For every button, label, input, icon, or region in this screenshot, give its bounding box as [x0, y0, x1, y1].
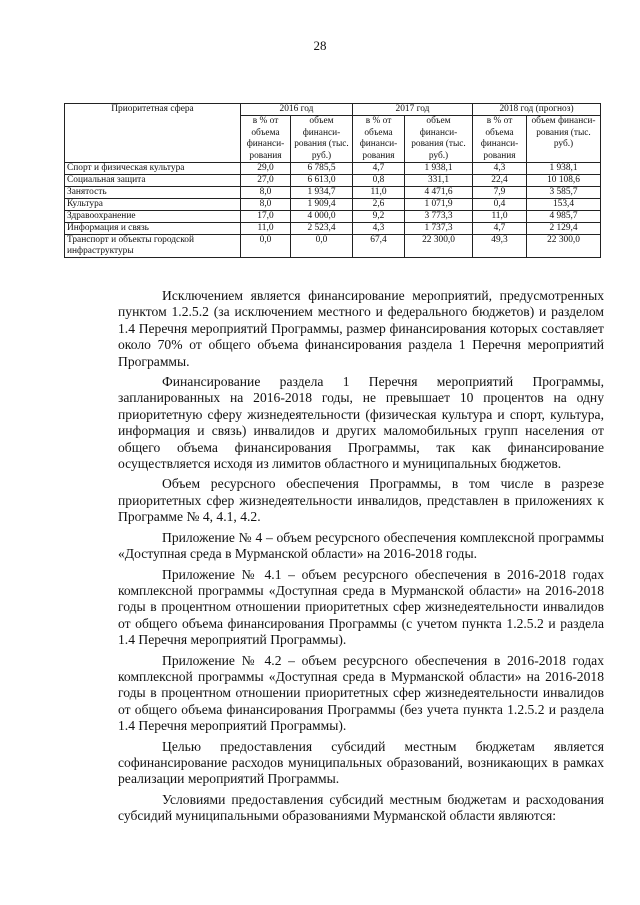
value-cell: 2,6 — [353, 199, 405, 211]
value-cell: 3 585,7 — [527, 187, 601, 199]
table-row — [65, 175, 601, 187]
paragraph: Приложение № 4 – объем ресурсного обеспечения комплексной программы «Доступная среда в Мурманской области» на 2016-2018 годы. — [118, 529, 604, 562]
year-header-2016: 2016 год — [241, 104, 353, 116]
value-cell: 331,1 — [405, 175, 473, 187]
value-cell: 8,0 — [241, 187, 291, 199]
value-cell: 1 938,1 — [527, 163, 601, 175]
value-cell: 11,0 — [241, 223, 291, 235]
paragraph: Приложение № 4.1 – объем ресурсного обеспечения в 2016-2018 годах комплексной программы «Доступная среда в Мурманской области» на 2016-2018 годы в процентном отношении приоритетных сфер жизнедеятельности инвалидов от общего объема финансирования Программы (с учетом пункта 1.2.5.2 и раздела 1.4 Перечня мероприятий Программы). — [118, 566, 604, 648]
table-row — [65, 235, 601, 258]
value-cell: 1 737,3 — [405, 223, 473, 235]
paragraph: Условиями предоставления субсидий местным бюджетам и расходования субсидий муниципальными образованиями Мурманской области являются: — [118, 791, 604, 824]
sub-header-percent: в % от объема финанси-рования — [353, 116, 405, 163]
sub-header-percent: в % от объема финанси-рования — [473, 116, 527, 163]
value-cell: 0,8 — [353, 175, 405, 187]
value-cell: 4 000,0 — [291, 211, 353, 223]
value-cell: 67,4 — [353, 235, 405, 258]
paragraph: Целью предоставления субсидий местным бюджетам является софинансирование расходов муниципальных образований, возникающих в рамках реализации мероприятий Программы. — [118, 738, 604, 787]
sub-header-amount: объем финанси-рования (тыс. руб.) — [291, 116, 353, 163]
value-cell: 153,4 — [527, 199, 601, 211]
page-number: 28 — [313, 38, 327, 53]
value-cell: 7,9 — [473, 187, 527, 199]
table-row — [65, 163, 601, 175]
value-cell: 11,0 — [353, 187, 405, 199]
value-cell: 27,0 — [241, 175, 291, 187]
value-cell: 4,7 — [353, 163, 405, 175]
sphere-cell: Социальная защита — [65, 175, 241, 187]
table-row — [65, 223, 601, 235]
value-cell: 0,0 — [241, 235, 291, 258]
paragraph: Объем ресурсного обеспечения Программы, в том числе в разрезе приоритетных сфер жизнедеятельности инвалидов, представлен в приложениях к Программе № 4, 4.1, 4.2. — [118, 476, 604, 525]
value-cell: 22 300,0 — [527, 235, 601, 258]
value-cell: 1 909,4 — [291, 199, 353, 211]
value-cell: 2 523,4 — [291, 223, 353, 235]
value-cell: 22 300,0 — [405, 235, 473, 258]
value-cell: 22,4 — [473, 175, 527, 187]
value-cell: 0,0 — [291, 235, 353, 258]
table-row — [65, 187, 601, 199]
sphere-cell: Транспорт и объекты городской инфраструктуры — [65, 235, 241, 258]
sphere-cell: Культура — [65, 199, 241, 211]
sub-header-amount: объем финанси-рования (тыс. руб.) — [527, 116, 601, 163]
paragraph: Исключением является финансирование мероприятий, предусмотренных пунктом 1.2.5.2 (за исключением местного и федерального бюджетов) и разделом 1.4 Перечня мероприятий Программы, размер финансирования которых составляет около 70% от общего объема финансирования раздела 1 Перечня мероприятий Программы. — [118, 288, 604, 369]
value-cell: 4 985,7 — [527, 211, 601, 223]
value-cell: 8,0 — [241, 199, 291, 211]
value-cell: 0,4 — [473, 199, 527, 211]
year-header-2018: 2018 год (прогноз) — [473, 104, 601, 116]
value-cell: 10 108,6 — [527, 175, 601, 187]
value-cell: 6 613,0 — [291, 175, 353, 187]
sub-header-amount: объем финанси-рования (тыс. руб.) — [405, 116, 473, 163]
value-cell: 1 938,1 — [405, 163, 473, 175]
value-cell: 29,0 — [241, 163, 291, 175]
financing-table — [64, 103, 601, 258]
paragraph: Приложение № 4.2 – объем ресурсного обеспечения в 2016-2018 годах комплексной программы «Доступная среда в Мурманской области» на 2016-2018 годы в процентном отношении приоритетных сфер жизнедеятельности инвалидов от общего объема финансирования Программы (без учета пункта 1.2.5.2 и раздела 1.4 Перечня мероприятий Программы). — [118, 652, 604, 734]
table-row — [65, 199, 601, 211]
year-header-2017: 2017 год — [353, 104, 473, 116]
value-cell: 17,0 — [241, 211, 291, 223]
value-cell: 1 934,7 — [291, 187, 353, 199]
value-cell: 4,3 — [353, 223, 405, 235]
value-cell: 4 471,6 — [405, 187, 473, 199]
value-cell: 4,3 — [473, 163, 527, 175]
sphere-cell: Информация и связь — [65, 223, 241, 235]
sub-header-percent: в % от объема финанси-рования — [241, 116, 291, 163]
value-cell: 2 129,4 — [527, 223, 601, 235]
value-cell: 3 773,3 — [405, 211, 473, 223]
value-cell: 4,7 — [473, 223, 527, 235]
paragraph: Финансирование раздела 1 Перечня мероприятий Программы, запланированных на 2016-2018 годы, не превышает 10 процентов на одну приоритетную сферу жизнедеятельности (физическая культура и спорт, культура, информация и связь) инвалидов и других маломобильных групп населения от общего объема финансирования Программы, так как финансирование осуществляется исходя из лимитов областного и муниципальных бюджетов. — [118, 374, 604, 472]
value-cell: 6 785,5 — [291, 163, 353, 175]
value-cell: 1 071,9 — [405, 199, 473, 211]
body-text — [118, 288, 604, 829]
sphere-cell: Здравоохранение — [65, 211, 241, 223]
value-cell: 11,0 — [473, 211, 527, 223]
value-cell: 9,2 — [353, 211, 405, 223]
value-cell: 49,3 — [473, 235, 527, 258]
sphere-header: Приоритетная сфера — [65, 104, 241, 163]
sphere-cell: Спорт и физическая культура — [65, 163, 241, 175]
table-row — [65, 211, 601, 223]
sphere-cell: Занятость — [65, 187, 241, 199]
